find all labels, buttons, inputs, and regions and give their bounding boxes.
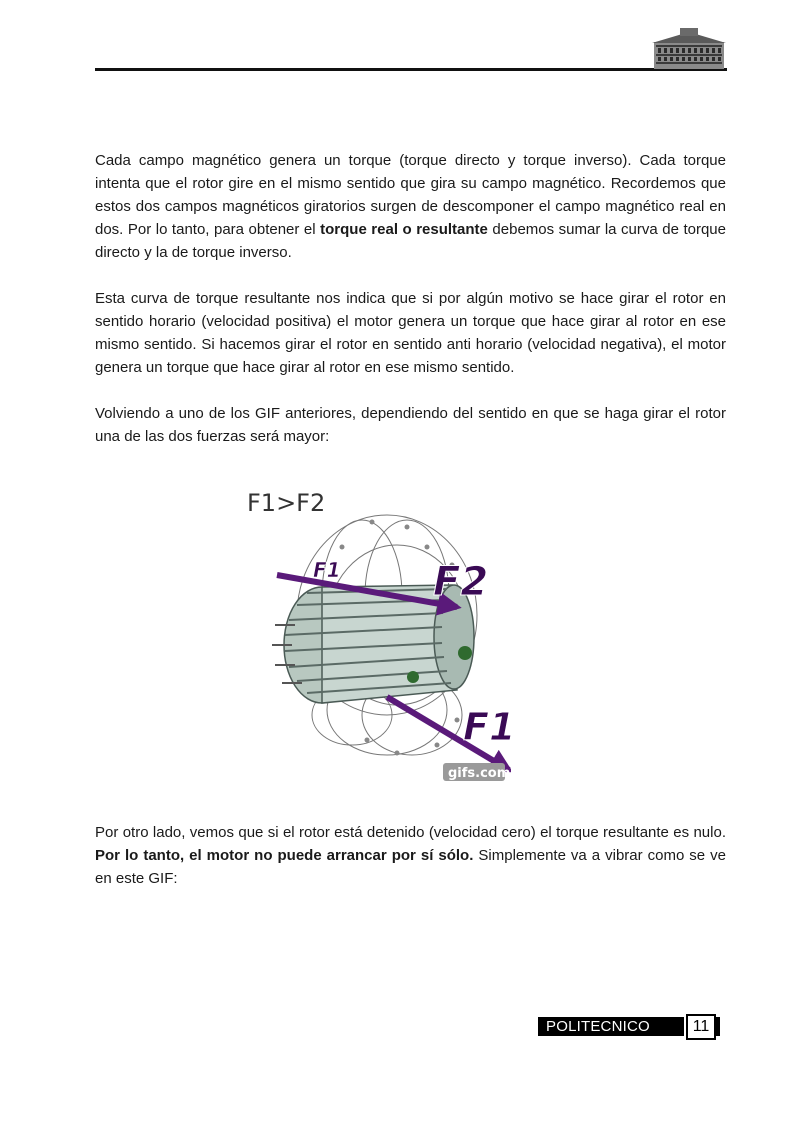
paragraph-motor-start — [95, 821, 726, 890]
label-f1-large: F1 — [463, 705, 511, 749]
watermark-text: gifs.com — [448, 766, 511, 781]
figure-caption: F1>F2 — [247, 489, 326, 517]
footer-bar — [714, 1017, 720, 1036]
paragraph-text: Por otro lado, vemos que si el rotor está detenido (velocidad cero) el torque resultante es nulo. — [95, 824, 726, 841]
header-rule — [95, 68, 727, 71]
paragraph-text: Cada campo magnético genera un torque (torque directo y torque inverso). Cada torque intenta que el rotor gire en el mismo sentido que gira su campo magnético. Recordemos que estos dos campos magnéticos giratorios surgen de descomponer el campo magnético real en dos. Por lo tanto, para obtener el — [95, 152, 726, 238]
footer-institution-label: POLITECNICO — [538, 1017, 684, 1036]
paragraph-text: debemos sumar la curva de torque directo y la de torque inverso. — [95, 221, 726, 261]
page-number: 11 — [686, 1014, 716, 1040]
rotor-forces-figure — [247, 485, 511, 787]
building-logo-icon — [650, 28, 728, 70]
label-f1-small: F1 — [313, 558, 341, 582]
bold-phrase: torque real o resultante — [320, 221, 488, 238]
bold-phrase: Por lo tanto, el motor no puede arrancar por sí sólo. — [95, 847, 474, 864]
paragraph-gif-intro: Volviendo a uno de los GIF anteriores, dependiendo del sentido en que se haga girar el rotor una de las dos fuerzas será mayor: — [95, 405, 726, 445]
paragraph-text: Simplemente va a vibrar como se ve en este GIF: — [95, 847, 726, 887]
rotor-illustration — [247, 485, 511, 787]
paragraph-torque-sum — [95, 149, 726, 264]
paragraph-resultant-curve: Esta curva de torque resultante nos indica que si por algún motivo se hace girar el rotor en sentido horario (velocidad positiva) el motor genera un torque que hace girar al rotor en ese mismo sentido. Si hacemos girar el rotor en sentido anti horario (velocidad negativa), el motor genera un torque que hace girar al rotor en ese mismo sentido. — [95, 290, 726, 376]
label-f2: F2 — [433, 559, 489, 605]
